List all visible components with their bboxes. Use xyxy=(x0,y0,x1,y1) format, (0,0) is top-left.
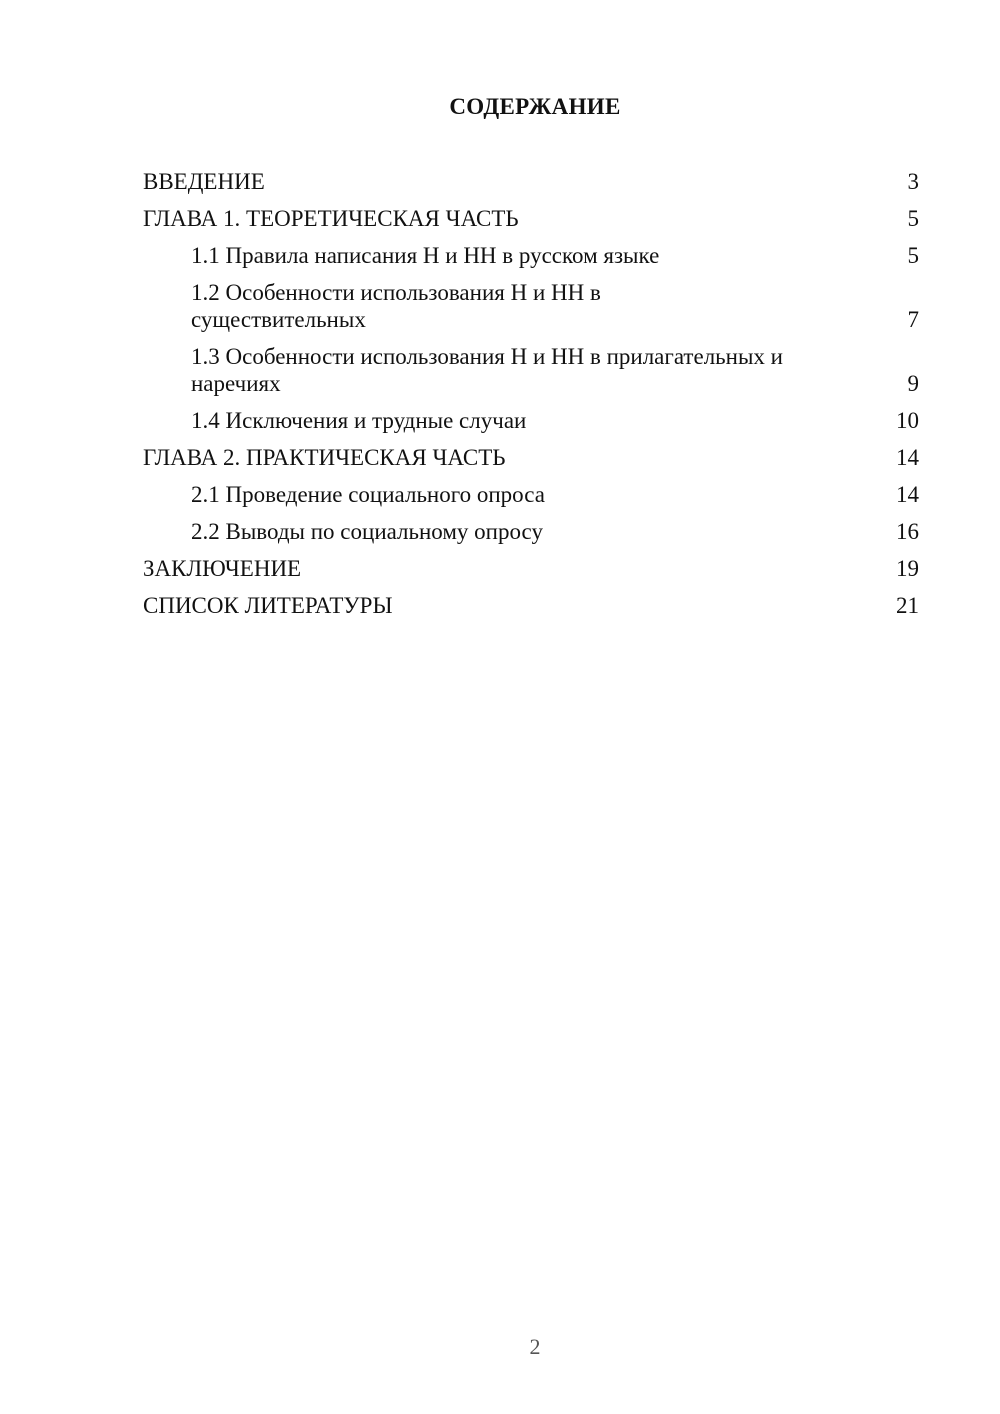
toc-entry-page: 10 xyxy=(896,408,919,433)
toc-entry-page: 14 xyxy=(896,482,919,507)
toc-entry-page: 5 xyxy=(907,206,919,231)
toc-entry-label: 1.3 Особенности использования Н и НН в прилагательных и наречиях xyxy=(191,344,783,396)
toc-entry-bibliography[interactable] xyxy=(143,592,919,619)
toc-entry-page: 14 xyxy=(896,445,919,470)
toc-entry-chapter-1[interactable] xyxy=(143,205,919,232)
toc-entry-section-1-1[interactable] xyxy=(143,242,919,269)
toc-entry-section-1-3[interactable] xyxy=(143,343,919,397)
toc-entry-label: 1.1 Правила написания Н и НН в русском языке xyxy=(191,243,660,268)
toc-entry-page: 19 xyxy=(896,556,919,581)
toc-entry-label: 2.2 Выводы по социальному опросу xyxy=(191,519,543,544)
toc-entry-label: 1.2 Особенности использования Н и НН в существительных xyxy=(191,280,601,332)
toc-entry-section-1-2[interactable] xyxy=(143,279,919,333)
toc-entry-section-2-2[interactable] xyxy=(143,518,919,545)
toc-entry-section-1-4[interactable] xyxy=(143,407,919,434)
toc-entry-label: ГЛАВА 2. ПРАКТИЧЕСКАЯ ЧАСТЬ xyxy=(143,445,506,470)
toc-entry-page: 3 xyxy=(907,169,919,194)
toc-entry-page: 21 xyxy=(896,593,919,618)
page-number: 2 xyxy=(529,1334,541,1359)
toc-entry-label: 1.4 Исключения и трудные случаи xyxy=(191,408,527,433)
toc-entry-label: ЗАКЛЮЧЕНИЕ xyxy=(143,556,302,581)
toc-entry-page: 16 xyxy=(896,519,919,544)
toc-entry-page: 7 xyxy=(907,307,919,332)
toc-entry-page: 9 xyxy=(907,371,919,396)
toc-entry-chapter-2[interactable] xyxy=(143,444,919,471)
table-of-contents xyxy=(143,168,919,629)
toc-entry-section-2-1[interactable] xyxy=(143,481,919,508)
toc-entry-label: ВВЕДЕНИЕ xyxy=(143,169,265,194)
toc-entry-page: 5 xyxy=(907,243,919,268)
toc-entry-conclusion[interactable] xyxy=(143,555,919,582)
toc-entry-label: СПИСОК ЛИТЕРАТУРЫ xyxy=(143,593,393,618)
toc-entry-label: ГЛАВА 1. ТЕОРЕТИЧЕСКАЯ ЧАСТЬ xyxy=(143,206,519,231)
toc-entry-label: 2.1 Проведение социального опроса xyxy=(191,482,545,507)
toc-title: СОДЕРЖАНИЕ xyxy=(449,94,621,119)
toc-entry-introduction[interactable] xyxy=(143,168,919,195)
